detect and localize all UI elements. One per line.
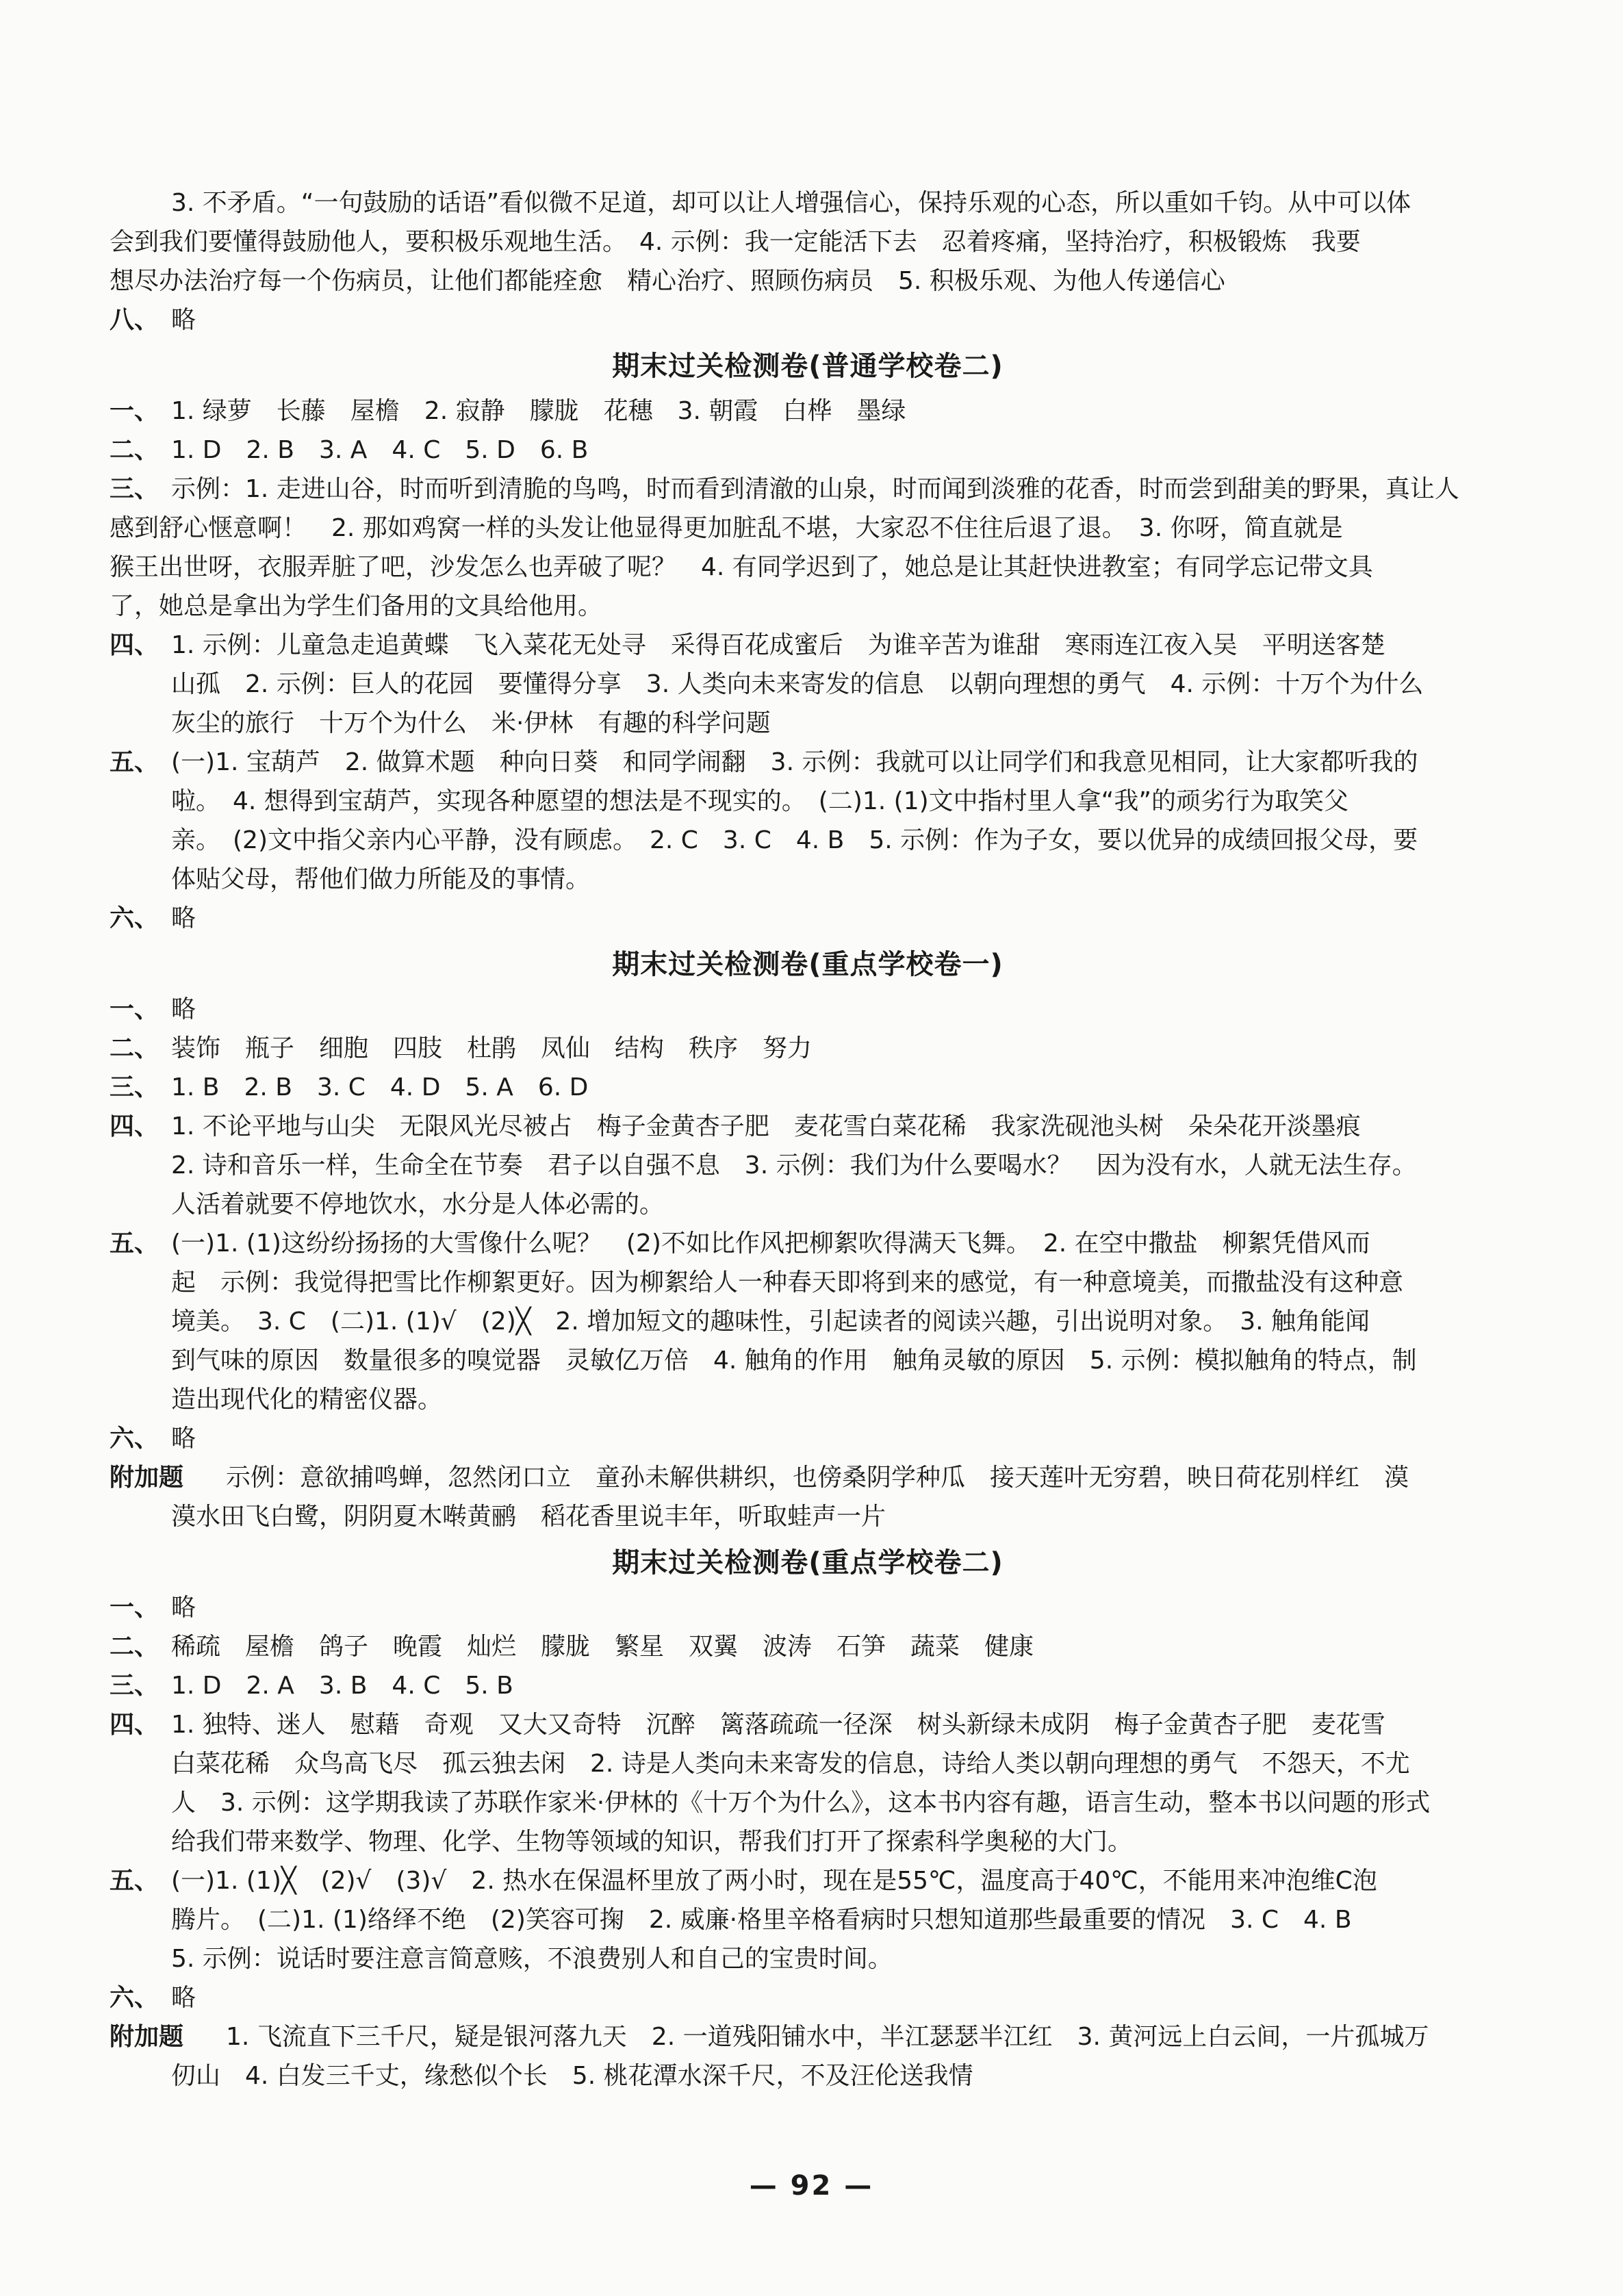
- part-number: 四、: [110, 1112, 159, 1140]
- bonus-question-label: 附加题: [110, 1464, 184, 1492]
- answer-text: 略: [171, 1425, 196, 1453]
- answer-line: [110, 704, 1506, 743]
- answer-text: 1. 绿萝 长藤 屋檐 2. 寂静 朦胧 花穗 3. 朝霞 白桦 墨绿: [171, 397, 906, 425]
- answer-line: [110, 626, 1506, 665]
- answer-line: [110, 1302, 1506, 1341]
- answer-text: 1. D 2. B 3. A 4. C 5. D 6. B: [171, 436, 589, 464]
- part-number: 五、: [110, 1867, 159, 1895]
- answer-text: 稀疏 屋檐 鸽子 晚霞 灿烂 朦胧 繁星 双翼 波涛 石笋 蔬菜 健康: [171, 1633, 1034, 1661]
- part-number: 八、: [110, 306, 159, 334]
- part-number: 四、: [110, 631, 159, 659]
- answer-line: [110, 1666, 1506, 1705]
- section-heading: 期末过关检测卷(重点学校卷一): [612, 949, 1004, 980]
- answer-line: [110, 990, 1506, 1029]
- answer-line: [110, 821, 1506, 860]
- answer-line: [110, 1185, 1506, 1224]
- answer-text: 3. 不矛盾。“一句鼓励的话语”看似微不足道，却可以让人增强信心，保持乐观的心态，所以重如千钧。从中可以体: [171, 189, 1411, 217]
- answer-line: [110, 665, 1506, 704]
- answer-key-page: [110, 183, 1506, 2230]
- answer-line: [110, 262, 1506, 301]
- answer-text: 人活着就要不停地饮水，水分是人体必需的。: [171, 1190, 665, 1219]
- answer-line: [110, 1588, 1506, 1627]
- answer-line: [110, 1861, 1506, 1900]
- answer-text: (一)1. (1)╳ (2)√ (3)√ 2. 热水在保温杯里放了两小时，现在是55℃，温度高于40℃，不能用来冲泡维C泡: [171, 1867, 1377, 1895]
- part-number: 六、: [110, 1425, 159, 1453]
- answer-text: 略: [171, 1594, 196, 1622]
- answer-line: [110, 431, 1506, 470]
- answer-line: [110, 509, 1506, 548]
- part-number: 六、: [110, 904, 159, 932]
- answer-line: [110, 587, 1506, 626]
- section-heading: 期末过关检测卷(普通学校卷二): [612, 350, 1004, 382]
- section-heading: 期末过关检测卷(重点学校卷二): [612, 1547, 1004, 1579]
- answer-text: 给我们带来数学、物理、化学、生物等领域的知识，帮我们打开了探索科学奥秘的大门。: [171, 1828, 1133, 1856]
- answer-text: 想尽办法治疗每一个伤病员，让他们都能痊愈 精心治疗、照顾伤病员 5. 积极乐观、为他人传递信心: [110, 267, 1225, 295]
- answer-line: [110, 1744, 1506, 1783]
- answer-line: [110, 1900, 1506, 1939]
- answer-text: 了，她总是拿出为学生们备用的文具给他用。: [110, 592, 603, 620]
- answer-line: [110, 301, 1506, 340]
- answer-line: [110, 470, 1506, 509]
- answer-line: [110, 2056, 1506, 2095]
- answer-line: [110, 392, 1506, 431]
- answer-line: [110, 1107, 1506, 1146]
- answer-line: [110, 1146, 1506, 1185]
- answer-line: [110, 1978, 1506, 2017]
- part-number: 五、: [110, 1229, 159, 1258]
- answer-text: 起 示例：我觉得把雪比作柳絮更好。因为柳絮给人一种春天即将到来的感觉，有一种意境美，而撒盐没有这种意: [171, 1268, 1404, 1297]
- part-number: 一、: [110, 995, 159, 1023]
- part-number: 二、: [110, 1034, 159, 1062]
- answer-line: [110, 222, 1506, 262]
- answer-line: [110, 899, 1506, 938]
- part-number: 五、: [110, 748, 159, 776]
- bonus-question-label: 附加题: [110, 2023, 184, 2051]
- answer-line: [110, 1263, 1506, 1302]
- answer-line: [110, 548, 1506, 587]
- part-number: 四、: [110, 1711, 159, 1739]
- answer-text: 1. D 2. A 3. B 4. C 5. B: [171, 1672, 513, 1700]
- answer-line: [110, 1627, 1506, 1666]
- answer-text: 仞山 4. 白发三千丈，缘愁似个长 5. 桃花潭水深千尺，不及汪伦送我情: [171, 2062, 973, 2090]
- part-number: 一、: [110, 397, 159, 425]
- answer-text: 示例：意欲捕鸣蝉，忽然闭口立 童孙未解供耕织，也傍桑阴学种瓜 接天莲叶无穷碧，映日荷花别样红 漠: [226, 1464, 1409, 1492]
- answer-line: [110, 782, 1506, 821]
- answer-text: 白菜花稀 众鸟高飞尽 孤云独去闲 2. 诗是人类向未来寄发的信息，诗给人类以朝向理想的勇气 不怨天，不尤: [171, 1750, 1410, 1778]
- answer-text: 示例：1. 走进山谷，时而听到清脆的鸟鸣，时而看到清澈的山泉，时而闻到淡雅的花香，时而尝到甜美的野果，真让人: [171, 475, 1459, 503]
- answer-text: 5. 示例：说话时要注意言简意赅，不浪费别人和自己的宝贵时间。: [171, 1945, 893, 1973]
- answer-text: 装饰 瓶子 细胞 四肢 杜鹃 凤仙 结构 秩序 努力: [171, 1034, 813, 1062]
- answer-line: [110, 1341, 1506, 1380]
- answer-line: [110, 1068, 1506, 1107]
- answer-line: [110, 743, 1506, 782]
- answer-text: 境美。 3. C (二)1. (1)√ (2)╳ 2. 增加短文的趣味性，引起读者的阅读兴趣，引出说明对象。 3. 触角能闻: [171, 1308, 1370, 1336]
- answer-text: 山孤 2. 示例：巨人的花园 要懂得分享 3. 人类向未来寄发的信息 以朝向理想的勇气 4. 示例：十万个为什么: [171, 670, 1424, 698]
- answer-text: 亲。 (2)文中指父亲内心平静，没有顾虑。 2. C 3. C 4. B 5. 示例：作为子女，要以优异的成绩回报父母，要: [171, 826, 1418, 854]
- answer-text: 人 3. 示例：这学期我读了苏联作家米·伊林的《十万个为什么》，这本书内容有趣，语言生动，整本书以问题的形式: [171, 1789, 1431, 1817]
- answer-line: [110, 1380, 1506, 1419]
- answer-line: [110, 860, 1506, 899]
- part-number: 三、: [110, 1672, 159, 1700]
- part-number: 一、: [110, 1594, 159, 1622]
- answer-text: 略: [171, 995, 196, 1023]
- answer-text: 体贴父母，帮他们做力所能及的事情。: [171, 865, 591, 893]
- answer-text: 1. B 2. B 3. C 4. D 5. A 6. D: [171, 1073, 589, 1101]
- answer-text: 会到我们要懂得鼓励他人，要积极乐观地生活。 4. 示例：我一定能活下去 忍着疼痛，坚持治疗，积极锻炼 我要: [110, 228, 1361, 256]
- answer-text: 腾片。 (二)1. (1)络绎不绝 (2)笑容可掬 2. 威廉·格里辛格看病时只想知道那些最重要的情况 3. C 4. B: [171, 1906, 1352, 1934]
- answer-text: 造出现代化的精密仪器。: [171, 1386, 443, 1414]
- answer-text: 2. 诗和音乐一样，生命全在节奏 君子以自强不息 3. 示例：我们为什么要喝水？ 因为没有水，人就无法生存。: [171, 1151, 1417, 1179]
- answer-line: [110, 1458, 1506, 1497]
- answer-text: 猴王出世呀，衣服弄脏了吧，沙发怎么也弄破了呢？ 4. 有同学迟到了，她总是让其赶快进教室；有同学忘记带文具: [110, 553, 1373, 581]
- answer-line: [110, 2017, 1506, 2056]
- answer-text: 1. 不论平地与山尖 无限风光尽被占 梅子金黄杏子肥 麦花雪白菜花稀 我家洗砚池头树 朵朵花开淡墨痕: [171, 1112, 1361, 1140]
- answer-text: 略: [171, 904, 196, 932]
- answer-line: [110, 1497, 1506, 1536]
- answer-text: 灰尘的旅行 十万个为什么 米·伊林 有趣的科学问题: [171, 709, 771, 737]
- answer-line: [110, 1705, 1506, 1744]
- answer-text: 感到舒心惬意啊！ 2. 那如鸡窝一样的头发让他显得更加脏乱不堪，大家忍不住往后退了退。 3. 你呀，简直就是: [110, 514, 1343, 542]
- part-number: 二、: [110, 1633, 159, 1661]
- answer-text: 漠水田飞白鹭，阴阴夏木啭黄鹂 稻花香里说丰年，听取蛙声一片: [171, 1503, 886, 1531]
- answer-text: 略: [171, 306, 196, 334]
- answer-text: 啦。 4. 想得到宝葫芦，实现各种愿望的想法是不现实的。 (二)1. (1)文中指村里人拿“我”的顽劣行为取笑父: [171, 787, 1349, 815]
- answer-text: (一)1. (1)这纷纷扬扬的大雪像什么呢？ (2)不如比作风把柳絮吹得满天飞舞。 2. 在空中撒盐 柳絮凭借风而: [171, 1229, 1370, 1258]
- answer-line: [110, 1939, 1506, 1978]
- answer-line: [110, 1822, 1506, 1861]
- part-number: 二、: [110, 436, 159, 464]
- answer-text: 1. 飞流直下三千尺，疑是银河落九天 2. 一道残阳铺水中，半江瑟瑟半江红 3. 黄河远上白云间，一片孤城万: [226, 2023, 1429, 2051]
- page-number: — 92 —: [749, 2170, 874, 2202]
- answer-line: [110, 1029, 1506, 1068]
- part-number: 三、: [110, 1073, 159, 1101]
- part-number: 六、: [110, 1984, 159, 2012]
- part-number: 三、: [110, 475, 159, 503]
- answer-line: [110, 1783, 1506, 1822]
- answer-line: [110, 183, 1506, 222]
- answer-text: 1. 示例：儿童急走追黄蝶 飞入菜花无处寻 采得百花成蜜后 为谁辛苦为谁甜 寒雨连江夜入吴 平明送客楚: [171, 631, 1385, 659]
- answer-text: 1. 独特、迷人 慰藉 奇观 又大又奇特 沉醉 篱落疏疏一径深 树头新绿未成阴 梅子金黄杏子肥 麦花雪: [171, 1711, 1385, 1739]
- answer-line: [110, 1419, 1506, 1458]
- answer-line: [110, 1224, 1506, 1263]
- answer-text: 到气味的原因 数量很多的嗅觉器 灵敏亿万倍 4. 触角的作用 触角灵敏的原因 5. 示例：模拟触角的特点，制: [171, 1347, 1417, 1375]
- answer-text: 略: [171, 1984, 196, 2012]
- answer-text: (一)1. 宝葫芦 2. 做算术题 种向日葵 和同学闹翻 3. 示例：我就可以让同学们和我意见相同，让大家都听我的: [171, 748, 1418, 776]
